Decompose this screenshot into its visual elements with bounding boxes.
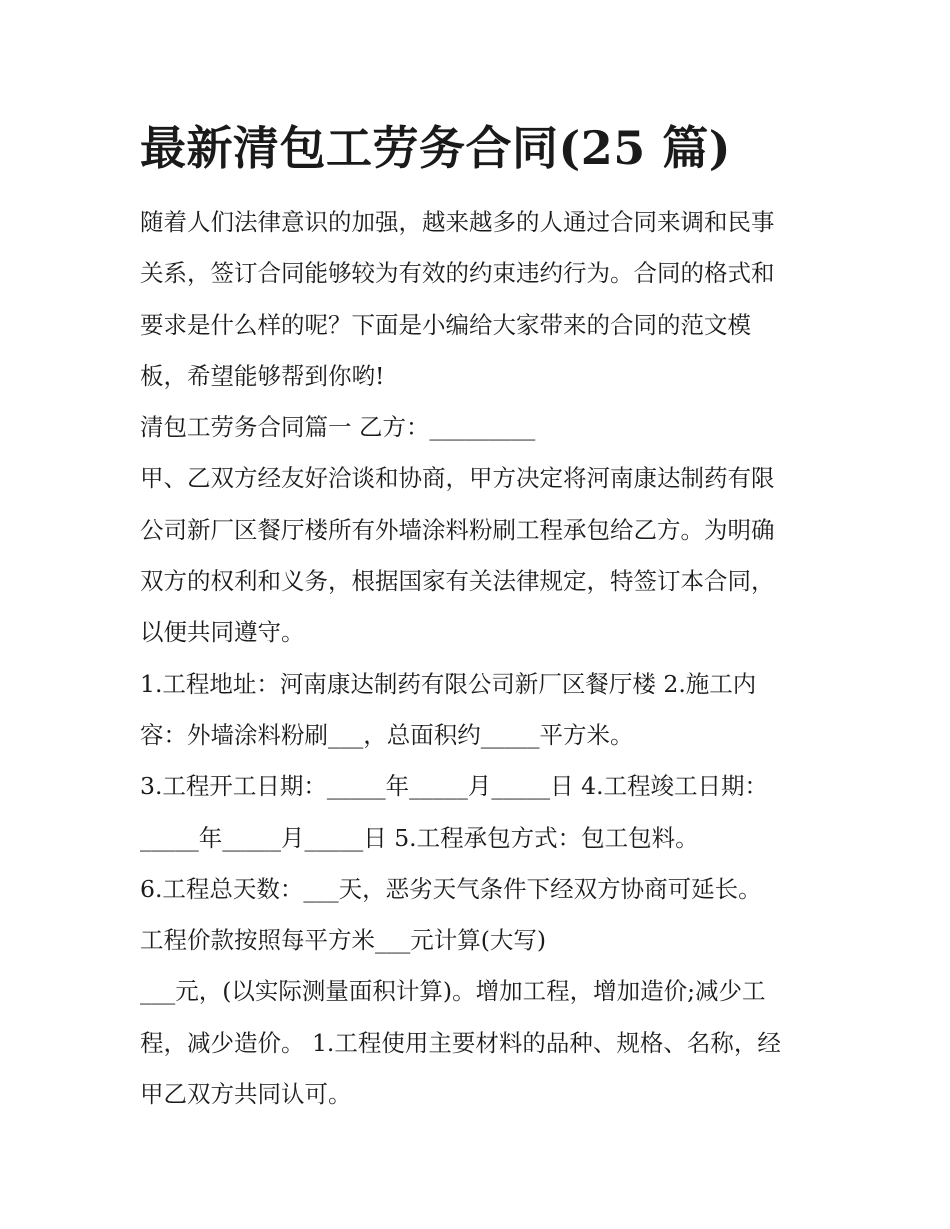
body-line: 随着人们法律意识的加强，越来越多的人通过合同来调和民事 xyxy=(140,208,775,236)
document-title: 最新清包工劳务合同(25 篇) xyxy=(140,121,732,175)
clause-line: 容：外墙涂料粉刷___，总面积约_____平方米。 xyxy=(140,720,634,749)
clause-line: 甲乙双方共同认可。 xyxy=(140,1080,352,1109)
clause-line: _____年_____月_____日 5.工程承包方式：包工包料。 xyxy=(140,823,699,852)
body-line: 甲、乙双方经友好洽谈和协商，甲方决定将河南康达制药有限 xyxy=(140,464,775,493)
clause-line: ___元，(以实际测量面积计算)。增加工程，增加造价;减少工 xyxy=(140,977,766,1006)
section-heading-line: 清包工劳务合同篇一 乙方：_________ xyxy=(140,413,536,442)
body-line: 要求是什么样的呢？下面是小编给大家带来的合同的范文模 xyxy=(140,310,751,339)
body-line: 关系，签订合同能够较为有效的约束违约行为。合同的格式和 xyxy=(140,259,775,288)
body-line: 双方的权利和义务，根据国家有关法律规定，特签订本合同， xyxy=(140,567,775,596)
body-line: 公司新厂区餐厅楼所有外墙涂料粉刷工程承包给乙方。为明确 xyxy=(140,515,775,544)
clause-line: 程，减少造价。 1.工程使用主要材料的品种、规格、名称，经 xyxy=(140,1028,781,1057)
body-line: 板，希望能够帮到你哟! xyxy=(140,361,385,390)
clause-line: 6.工程总天数：___天，恶劣天气条件下经双方协商可延长。 xyxy=(140,874,762,903)
clause-line: 3.工程开工日期：_____年_____月_____日 4.工程竣工日期： xyxy=(140,772,769,801)
body-line: 以便共同遵守。 xyxy=(140,618,305,647)
clause-line: 工程价款按照每平方米___元计算(大写) xyxy=(140,926,547,955)
clause-line: 1.工程地址：河南康达制药有限公司新厂区餐厅楼 2.施工内 xyxy=(140,669,757,698)
document-body xyxy=(140,197,820,1120)
